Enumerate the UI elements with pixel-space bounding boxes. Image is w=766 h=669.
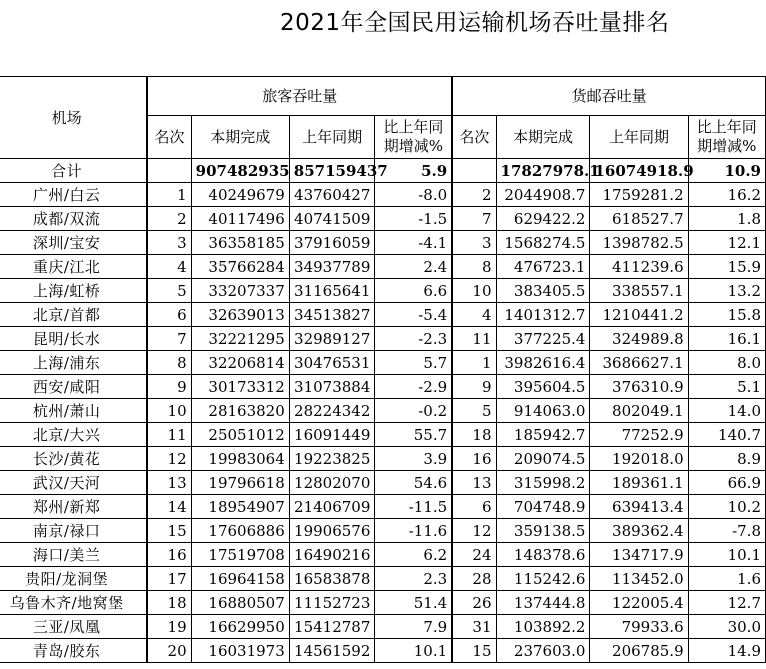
cargo-rank: 8 — [452, 255, 496, 279]
airport-name: 成都/双流 — [0, 207, 147, 231]
cargo-change: 5.1 — [688, 375, 765, 399]
passenger-last-year: 21406709 — [289, 495, 375, 519]
cargo-last-year: 134717.9 — [590, 543, 688, 567]
cargo-last-year: 3686627.1 — [590, 351, 688, 375]
passenger-current: 17519708 — [191, 543, 289, 567]
passenger-current: 18954907 — [191, 495, 289, 519]
passenger-rank: 17 — [147, 567, 191, 591]
passenger-rank: 4 — [147, 255, 191, 279]
passenger-current: 35766284 — [191, 255, 289, 279]
table-row — [0, 255, 766, 279]
passenger-current: 32206814 — [191, 351, 289, 375]
header-passenger-change: 比上年同期增减% — [375, 116, 452, 159]
passenger-last-year: 31073884 — [289, 375, 375, 399]
airport-name: 海口/美兰 — [0, 543, 147, 567]
cargo-rank: 2 — [452, 183, 496, 207]
cargo-current: 115242.6 — [496, 567, 590, 591]
cargo-rank: 12 — [452, 519, 496, 543]
passenger-last-year: 16490216 — [289, 543, 375, 567]
cargo-change: 14.0 — [688, 399, 765, 423]
cargo-current: 914063.0 — [496, 399, 590, 423]
airport-name: 重庆/江北 — [0, 255, 147, 279]
passenger-rank: 15 — [147, 519, 191, 543]
passenger-rank: 10 — [147, 399, 191, 423]
total-passenger-last: 857159437 — [289, 159, 375, 183]
passenger-change: 54.6 — [375, 471, 452, 495]
passenger-rank: 7 — [147, 327, 191, 351]
header-passenger-current: 本期完成 — [191, 116, 289, 159]
passenger-current: 19796618 — [191, 471, 289, 495]
cargo-current: 359138.5 — [496, 519, 590, 543]
passenger-last-year: 14561592 — [289, 639, 375, 663]
airport-name: 贵阳/龙洞堡 — [0, 567, 147, 591]
airport-name: 上海/虹桥 — [0, 279, 147, 303]
passenger-last-year: 16583878 — [289, 567, 375, 591]
airport-name: 北京/大兴 — [0, 423, 147, 447]
cargo-current: 185942.7 — [496, 423, 590, 447]
table-row — [0, 543, 766, 567]
cargo-last-year: 338557.1 — [590, 279, 688, 303]
total-passenger-rank — [147, 159, 191, 183]
cargo-rank: 1 — [452, 351, 496, 375]
table-row — [0, 303, 766, 327]
table-row — [0, 519, 766, 543]
cargo-rank: 15 — [452, 639, 496, 663]
airport-throughput-table — [0, 76, 766, 663]
table-row — [0, 567, 766, 591]
cargo-rank: 18 — [452, 423, 496, 447]
passenger-rank: 1 — [147, 183, 191, 207]
cargo-rank: 4 — [452, 303, 496, 327]
passenger-last-year: 15412787 — [289, 615, 375, 639]
passenger-change: 6.2 — [375, 543, 452, 567]
header-passenger-last-year: 上年同期 — [289, 116, 375, 159]
table-row — [0, 279, 766, 303]
passenger-change: -0.2 — [375, 399, 452, 423]
passenger-last-year: 16091449 — [289, 423, 375, 447]
header-cargo-last-year: 上年同期 — [590, 116, 688, 159]
total-passenger-change: 5.9 — [375, 159, 452, 183]
cargo-rank: 5 — [452, 399, 496, 423]
airport-name: 北京/首都 — [0, 303, 147, 327]
cargo-last-year: 411239.6 — [590, 255, 688, 279]
cargo-current: 1568274.5 — [496, 231, 590, 255]
cargo-current: 103892.2 — [496, 615, 590, 639]
cargo-current: 315998.2 — [496, 471, 590, 495]
passenger-rank: 16 — [147, 543, 191, 567]
passenger-rank: 20 — [147, 639, 191, 663]
passenger-last-year: 31165641 — [289, 279, 375, 303]
passenger-change: 6.6 — [375, 279, 452, 303]
passenger-change: 10.1 — [375, 639, 452, 663]
passenger-last-year: 19906576 — [289, 519, 375, 543]
cargo-last-year: 122005.4 — [590, 591, 688, 615]
airport-name: 南京/禄口 — [0, 519, 147, 543]
passenger-current: 40249679 — [191, 183, 289, 207]
cargo-change: 140.7 — [688, 423, 765, 447]
cargo-rank: 13 — [452, 471, 496, 495]
cargo-change: 13.2 — [688, 279, 765, 303]
passenger-last-year: 30476531 — [289, 351, 375, 375]
cargo-change: 16.2 — [688, 183, 765, 207]
cargo-change: 15.8 — [688, 303, 765, 327]
passenger-current: 28163820 — [191, 399, 289, 423]
table-row — [0, 447, 766, 471]
passenger-change: -11.6 — [375, 519, 452, 543]
passenger-rank: 3 — [147, 231, 191, 255]
cargo-rank: 10 — [452, 279, 496, 303]
table-row — [0, 375, 766, 399]
passenger-last-year: 34937789 — [289, 255, 375, 279]
cargo-last-year: 618527.7 — [590, 207, 688, 231]
passenger-current: 32639013 — [191, 303, 289, 327]
passenger-last-year: 32989127 — [289, 327, 375, 351]
passenger-current: 16629950 — [191, 615, 289, 639]
airport-name: 长沙/黄花 — [0, 447, 147, 471]
cargo-change: 10.1 — [688, 543, 765, 567]
cargo-rank: 11 — [452, 327, 496, 351]
cargo-last-year: 1398782.5 — [590, 231, 688, 255]
passenger-change: -11.5 — [375, 495, 452, 519]
passenger-change: 7.9 — [375, 615, 452, 639]
passenger-current: 40117496 — [191, 207, 289, 231]
passenger-current: 30173312 — [191, 375, 289, 399]
passenger-current: 33207337 — [191, 279, 289, 303]
passenger-rank: 13 — [147, 471, 191, 495]
passenger-rank: 11 — [147, 423, 191, 447]
cargo-change: 1.6 — [688, 567, 765, 591]
passenger-change: 2.4 — [375, 255, 452, 279]
table-row — [0, 399, 766, 423]
airport-name: 西安/咸阳 — [0, 375, 147, 399]
passenger-rank: 12 — [147, 447, 191, 471]
passenger-last-year: 12802070 — [289, 471, 375, 495]
passenger-last-year: 28224342 — [289, 399, 375, 423]
cargo-change: 14.9 — [688, 639, 765, 663]
total-cargo-change: 10.9 — [688, 159, 765, 183]
passenger-last-year: 37916059 — [289, 231, 375, 255]
cargo-change: 8.9 — [688, 447, 765, 471]
cargo-last-year: 389362.4 — [590, 519, 688, 543]
cargo-change: 8.0 — [688, 351, 765, 375]
passenger-change: 51.4 — [375, 591, 452, 615]
cargo-current: 395604.5 — [496, 375, 590, 399]
passenger-current: 25051012 — [191, 423, 289, 447]
passenger-rank: 18 — [147, 591, 191, 615]
passenger-change: 3.9 — [375, 447, 452, 471]
total-cargo-rank — [452, 159, 496, 183]
table-row — [0, 591, 766, 615]
cargo-change: 30.0 — [688, 615, 765, 639]
passenger-last-year: 43760427 — [289, 183, 375, 207]
table-row — [0, 231, 766, 255]
passenger-last-year: 11152723 — [289, 591, 375, 615]
cargo-last-year: 324989.8 — [590, 327, 688, 351]
cargo-current: 704748.9 — [496, 495, 590, 519]
cargo-last-year: 79933.6 — [590, 615, 688, 639]
passenger-rank: 5 — [147, 279, 191, 303]
cargo-rank: 24 — [452, 543, 496, 567]
passenger-last-year: 34513827 — [289, 303, 375, 327]
cargo-last-year: 802049.1 — [590, 399, 688, 423]
table-row — [0, 207, 766, 231]
cargo-current: 629422.2 — [496, 207, 590, 231]
header-cargo-change: 比上年同期增减% — [688, 116, 765, 159]
table-row — [0, 183, 766, 207]
airport-name: 深圳/宝安 — [0, 231, 147, 255]
table-row — [0, 639, 766, 663]
passenger-rank: 19 — [147, 615, 191, 639]
header-passenger-rank: 名次 — [147, 116, 191, 159]
airport-name: 杭州/萧山 — [0, 399, 147, 423]
cargo-current: 137444.8 — [496, 591, 590, 615]
passenger-change: 2.3 — [375, 567, 452, 591]
passenger-current: 16880507 — [191, 591, 289, 615]
passenger-current: 16964158 — [191, 567, 289, 591]
airport-name: 上海/浦东 — [0, 351, 147, 375]
table-row — [0, 351, 766, 375]
cargo-current: 209074.5 — [496, 447, 590, 471]
airport-name: 三亚/凤凰 — [0, 615, 147, 639]
passenger-current: 17606886 — [191, 519, 289, 543]
cargo-current: 3982616.4 — [496, 351, 590, 375]
cargo-last-year: 376310.9 — [590, 375, 688, 399]
table-row — [0, 423, 766, 447]
cargo-rank: 7 — [452, 207, 496, 231]
passenger-change: -2.3 — [375, 327, 452, 351]
airport-name: 武汉/天河 — [0, 471, 147, 495]
passenger-rank: 9 — [147, 375, 191, 399]
passenger-current: 16031973 — [191, 639, 289, 663]
passenger-change: 55.7 — [375, 423, 452, 447]
header-passenger: 旅客吞吐量 — [147, 77, 452, 116]
cargo-rank: 9 — [452, 375, 496, 399]
cargo-current: 377225.4 — [496, 327, 590, 351]
cargo-change: 15.9 — [688, 255, 765, 279]
cargo-current: 237603.0 — [496, 639, 590, 663]
table-row — [0, 471, 766, 495]
header-airport: 机场 — [0, 77, 147, 159]
cargo-last-year: 1759281.2 — [590, 183, 688, 207]
passenger-last-year: 19223825 — [289, 447, 375, 471]
passenger-last-year: 40741509 — [289, 207, 375, 231]
cargo-last-year: 206785.9 — [590, 639, 688, 663]
cargo-change: 66.9 — [688, 471, 765, 495]
cargo-rank: 16 — [452, 447, 496, 471]
airport-name: 广州/白云 — [0, 183, 147, 207]
cargo-change: -7.8 — [688, 519, 765, 543]
cargo-last-year: 1210441.2 — [590, 303, 688, 327]
table-row — [0, 327, 766, 351]
passenger-change: -1.5 — [375, 207, 452, 231]
total-row — [0, 159, 766, 183]
passenger-change: -4.1 — [375, 231, 452, 255]
cargo-rank: 31 — [452, 615, 496, 639]
passenger-change: -5.4 — [375, 303, 452, 327]
page-title: 2021年全国民用运输机场吞吐量排名 — [280, 10, 670, 36]
passenger-current: 36358185 — [191, 231, 289, 255]
passenger-rank: 8 — [147, 351, 191, 375]
cargo-last-year: 189361.1 — [590, 471, 688, 495]
table-row — [0, 615, 766, 639]
airport-name: 青岛/胶东 — [0, 639, 147, 663]
cargo-last-year: 192018.0 — [590, 447, 688, 471]
airport-name: 昆明/长水 — [0, 327, 147, 351]
cargo-last-year: 113452.0 — [590, 567, 688, 591]
table-row — [0, 495, 766, 519]
header-cargo-current: 本期完成 — [496, 116, 590, 159]
passenger-change: 5.7 — [375, 351, 452, 375]
cargo-rank: 26 — [452, 591, 496, 615]
cargo-last-year: 77252.9 — [590, 423, 688, 447]
cargo-current: 148378.6 — [496, 543, 590, 567]
total-label: 合计 — [0, 159, 147, 183]
passenger-current: 19983064 — [191, 447, 289, 471]
cargo-change: 10.2 — [688, 495, 765, 519]
cargo-current: 2044908.7 — [496, 183, 590, 207]
cargo-rank: 3 — [452, 231, 496, 255]
cargo-current: 1401312.7 — [496, 303, 590, 327]
cargo-change: 16.1 — [688, 327, 765, 351]
passenger-rank: 2 — [147, 207, 191, 231]
cargo-change: 1.8 — [688, 207, 765, 231]
total-cargo-current: 17827978.1 — [496, 159, 590, 183]
total-cargo-last: 16074918.9 — [590, 159, 688, 183]
header-cargo: 货邮吞吐量 — [452, 77, 765, 116]
passenger-current: 32221295 — [191, 327, 289, 351]
cargo-change: 12.1 — [688, 231, 765, 255]
passenger-change: -8.0 — [375, 183, 452, 207]
passenger-rank: 6 — [147, 303, 191, 327]
cargo-change: 12.7 — [688, 591, 765, 615]
airport-name: 乌鲁木齐/地窝堡 — [0, 591, 147, 615]
total-passenger-current: 907482935 — [191, 159, 289, 183]
passenger-change: -2.9 — [375, 375, 452, 399]
cargo-rank: 6 — [452, 495, 496, 519]
cargo-rank: 28 — [452, 567, 496, 591]
passenger-rank: 14 — [147, 495, 191, 519]
header-cargo-rank: 名次 — [452, 116, 496, 159]
airport-name: 郑州/新郑 — [0, 495, 147, 519]
cargo-last-year: 639413.4 — [590, 495, 688, 519]
cargo-current: 383405.5 — [496, 279, 590, 303]
cargo-current: 476723.1 — [496, 255, 590, 279]
